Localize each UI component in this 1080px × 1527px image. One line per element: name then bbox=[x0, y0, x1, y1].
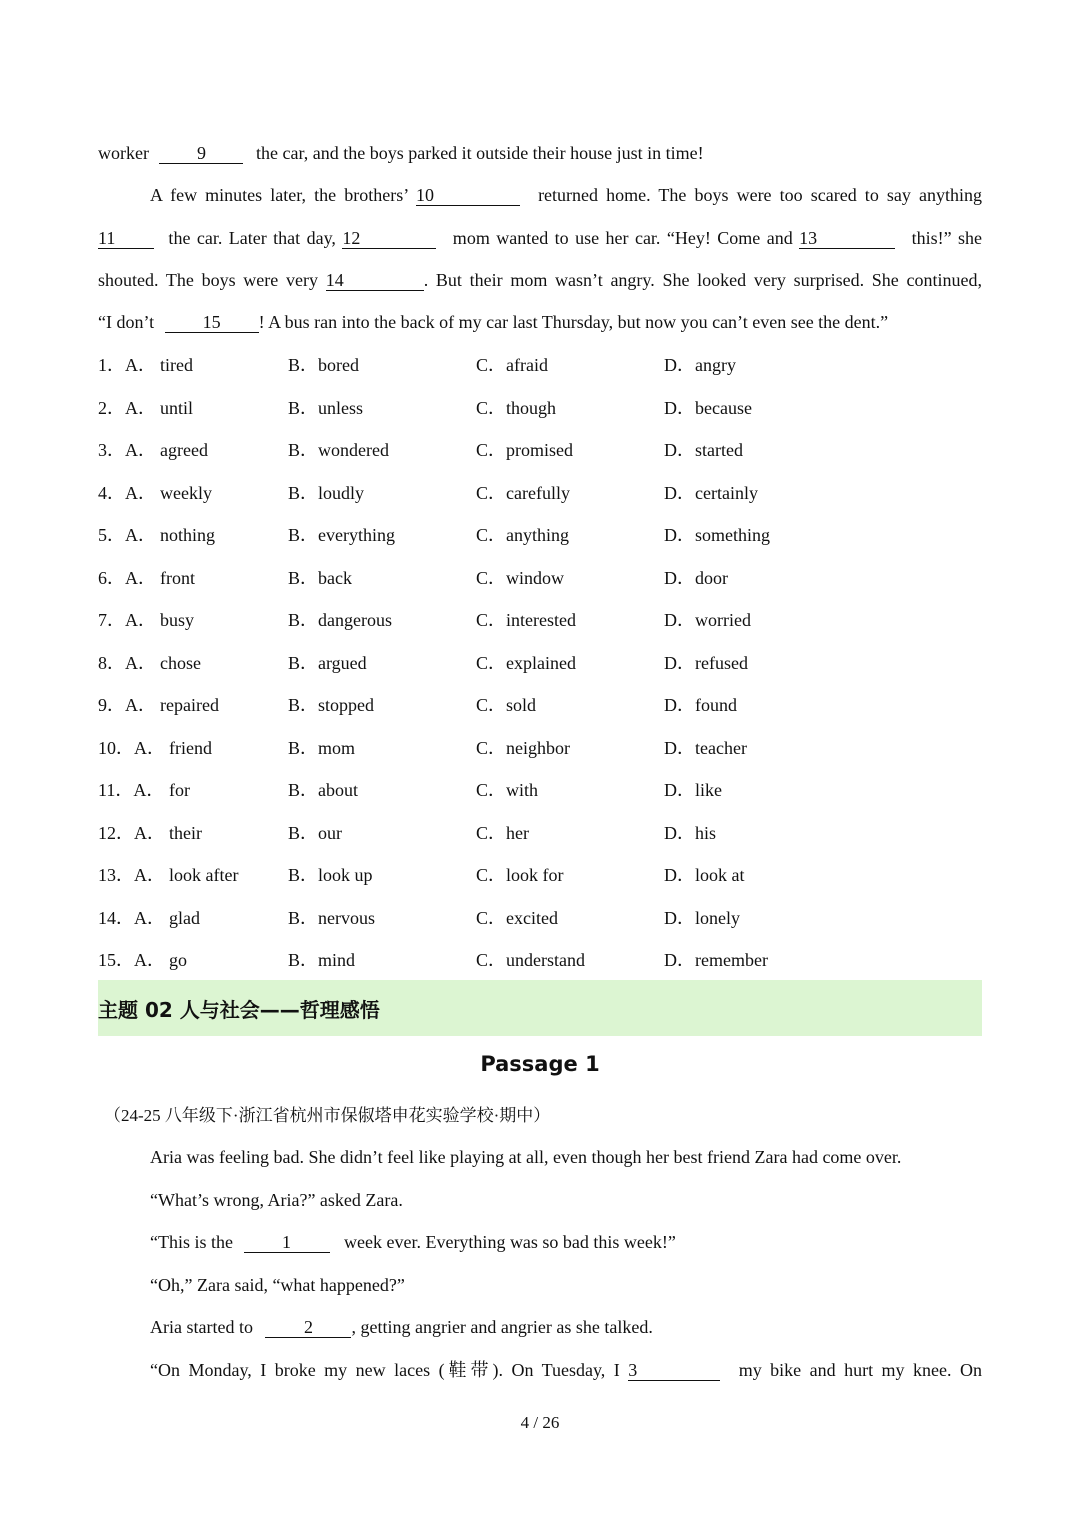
section-title: 主题 02 人与社会——哲理感悟 bbox=[98, 998, 380, 1022]
option-c[interactable]: C．explained bbox=[476, 653, 576, 673]
option-c[interactable]: C．sold bbox=[476, 695, 537, 715]
passage-text: worker bbox=[98, 143, 154, 163]
option-b[interactable]: B．argued bbox=[288, 653, 367, 673]
question-number: 11．A． bbox=[98, 780, 165, 800]
option-b[interactable]: B．mind bbox=[288, 950, 356, 970]
option-c[interactable]: C．afraid bbox=[476, 355, 548, 375]
option-b[interactable]: B．wondered bbox=[288, 440, 389, 460]
option-d[interactable]: D．found bbox=[664, 695, 737, 715]
question-number: 8．A． bbox=[98, 653, 156, 673]
option-row bbox=[98, 736, 898, 760]
option-b[interactable]: B．nervous bbox=[288, 908, 375, 928]
option-d[interactable]: D．lonely bbox=[664, 908, 740, 928]
passage-text: returned home. The boys were too scared to say anything bbox=[529, 185, 982, 205]
option-d[interactable]: D．angry bbox=[664, 355, 736, 375]
passage-text: . But their mom wasn’t angry. She looked very surprised. She continued, bbox=[423, 270, 982, 290]
passage-line bbox=[150, 183, 982, 207]
passage-text: “I don’t bbox=[98, 312, 159, 332]
option-a[interactable]: glad bbox=[169, 908, 200, 928]
option-a[interactable]: go bbox=[169, 950, 187, 970]
option-d[interactable]: D．something bbox=[664, 525, 770, 545]
question-number: 12．A． bbox=[98, 823, 165, 843]
option-a[interactable]: their bbox=[169, 823, 202, 843]
option-row bbox=[98, 778, 898, 802]
passage-text: A few minutes later, the brothers’ bbox=[150, 185, 416, 205]
option-a[interactable]: weekly bbox=[160, 483, 212, 503]
option-a[interactable]: until bbox=[160, 398, 194, 418]
option-c[interactable]: C．interested bbox=[476, 610, 576, 630]
option-row bbox=[98, 523, 898, 547]
question-number: 7．A． bbox=[98, 610, 156, 630]
option-c[interactable]: C．window bbox=[476, 568, 565, 588]
option-c[interactable]: C．look for bbox=[476, 865, 564, 885]
passage-text: “On Monday, I broke my new laces (鞋带). On Tuesday, I bbox=[150, 1360, 629, 1380]
source-note: （24-25 八年级下·浙江省杭州市保俶塔申花实验学校·期中） bbox=[104, 1106, 551, 1125]
question-number: 10．A． bbox=[98, 738, 165, 758]
answer-blank[interactable]: 15 bbox=[165, 312, 259, 333]
option-row bbox=[98, 481, 898, 505]
option-b[interactable]: B．everything bbox=[288, 525, 395, 545]
answer-blank[interactable]: 10 bbox=[416, 185, 520, 206]
answer-blank[interactable]: 2 bbox=[265, 1317, 351, 1338]
option-a[interactable]: look after bbox=[169, 865, 239, 885]
option-d[interactable]: D．his bbox=[664, 823, 717, 843]
option-d[interactable]: D．look at bbox=[664, 865, 745, 885]
passage-text: shouted. The boys were very bbox=[98, 270, 326, 290]
passage-text: “Oh,” Zara said, “what happened?” bbox=[150, 1275, 405, 1295]
passage-text: week ever. Everything was so bad this week!” bbox=[339, 1232, 676, 1252]
passage-title: Passage 1 bbox=[480, 1052, 600, 1076]
page-number: 4 / 26 bbox=[520, 1413, 560, 1432]
option-d[interactable]: D．refused bbox=[664, 653, 748, 673]
passage-line bbox=[150, 1358, 982, 1382]
question-number: 3．A． bbox=[98, 440, 156, 460]
passage-line bbox=[98, 310, 888, 334]
question-number: 15．A． bbox=[98, 950, 165, 970]
option-d[interactable]: D．like bbox=[664, 780, 722, 800]
option-a[interactable]: for bbox=[169, 780, 190, 800]
option-b[interactable]: B．mom bbox=[288, 738, 356, 758]
option-d[interactable]: D．teacher bbox=[664, 738, 747, 758]
option-b[interactable]: B．our bbox=[288, 823, 342, 843]
passage-text: Aria was feeling bad. She didn’t feel like playing at all, even though her best friend Zara had come over. bbox=[150, 1147, 902, 1167]
option-row bbox=[98, 438, 898, 462]
option-a[interactable]: friend bbox=[169, 738, 212, 758]
option-c[interactable]: C．with bbox=[476, 780, 539, 800]
section-header bbox=[98, 980, 982, 1036]
option-d[interactable]: D．certainly bbox=[664, 483, 758, 503]
question-number: 1．A． bbox=[98, 355, 156, 375]
option-row bbox=[98, 906, 898, 930]
answer-blank[interactable]: 14 bbox=[326, 270, 424, 291]
option-b[interactable]: B．look up bbox=[288, 865, 373, 885]
passage-text: the car. Later that day, bbox=[162, 228, 343, 248]
option-row bbox=[98, 948, 898, 972]
question-number: 13．A． bbox=[98, 865, 165, 885]
option-c[interactable]: C．though bbox=[476, 398, 557, 418]
passage-text: this!” she bbox=[905, 228, 982, 248]
passage-text: “What’s wrong, Aria?” asked Zara. bbox=[150, 1190, 403, 1210]
option-c[interactable]: C．promised bbox=[476, 440, 573, 460]
question-number: 2．A． bbox=[98, 398, 156, 418]
passage-line bbox=[150, 1315, 653, 1339]
question-number: 6．A． bbox=[98, 568, 156, 588]
passage-text: my bike and hurt my knee. On bbox=[730, 1360, 982, 1380]
option-a[interactable]: nothing bbox=[160, 525, 216, 545]
option-d[interactable]: D．remember bbox=[664, 950, 768, 970]
option-d[interactable]: D．worried bbox=[664, 610, 751, 630]
passage-line bbox=[98, 141, 704, 165]
answer-blank[interactable]: 12 bbox=[342, 228, 436, 249]
passage-line bbox=[150, 1230, 676, 1254]
option-row bbox=[98, 353, 898, 377]
passage-text: , getting angrier and angrier as she talked. bbox=[351, 1317, 653, 1337]
option-row bbox=[98, 821, 898, 845]
answer-blank[interactable]: 13 bbox=[799, 228, 895, 249]
option-d[interactable]: D．door bbox=[664, 568, 728, 588]
option-a[interactable]: agreed bbox=[160, 440, 208, 460]
option-c[interactable]: C．neighbor bbox=[476, 738, 570, 758]
option-row bbox=[98, 566, 898, 590]
passage-line bbox=[150, 1273, 405, 1297]
question-number: 5．A． bbox=[98, 525, 156, 545]
option-c[interactable]: C．understand bbox=[476, 950, 585, 970]
answer-blank[interactable]: 3 bbox=[628, 1360, 720, 1381]
passage-text: the car, and the boys parked it outside their house just in time! bbox=[255, 143, 704, 163]
option-row bbox=[98, 651, 898, 675]
option-c[interactable]: C．carefully bbox=[476, 483, 570, 503]
option-b[interactable]: B．stopped bbox=[288, 695, 375, 715]
option-a[interactable]: chose bbox=[160, 653, 201, 673]
passage-line bbox=[150, 1145, 901, 1169]
option-c[interactable]: C．anything bbox=[476, 525, 569, 545]
option-a[interactable]: repaired bbox=[160, 695, 219, 715]
option-b[interactable]: B．unless bbox=[288, 398, 364, 418]
question-number: 14．A． bbox=[98, 908, 165, 928]
option-b[interactable]: B．bored bbox=[288, 355, 359, 375]
question-number: 9．A． bbox=[98, 695, 156, 715]
passage-text: mom wanted to use her car. “Hey! Come and bbox=[446, 228, 800, 248]
option-row bbox=[98, 608, 898, 632]
option-c[interactable]: C．her bbox=[476, 823, 529, 843]
option-b[interactable]: B．about bbox=[288, 780, 358, 800]
option-row bbox=[98, 396, 898, 420]
option-c[interactable]: C．excited bbox=[476, 908, 558, 928]
passage-line bbox=[98, 268, 982, 292]
passage-text: ! A bus ran into the back of my car last Thursday, but now you can’t even see the dent.” bbox=[258, 312, 889, 332]
option-a[interactable]: busy bbox=[160, 610, 195, 630]
passage-line bbox=[98, 226, 982, 250]
passage-line bbox=[150, 1188, 403, 1212]
passage-text: “This is the bbox=[150, 1232, 238, 1252]
passage-text: Aria started to bbox=[150, 1317, 258, 1337]
answer-blank[interactable]: 1 bbox=[244, 1232, 330, 1253]
question-number: 4．A． bbox=[98, 483, 156, 503]
option-b[interactable]: B．back bbox=[288, 568, 352, 588]
option-d[interactable]: D．started bbox=[664, 440, 743, 460]
option-a[interactable]: tired bbox=[160, 355, 193, 375]
answer-blank[interactable]: 11 bbox=[98, 228, 154, 249]
option-row bbox=[98, 863, 898, 887]
option-b[interactable]: B．loudly bbox=[288, 483, 365, 503]
answer-blank[interactable]: 9 bbox=[159, 143, 243, 164]
option-row bbox=[98, 693, 898, 717]
option-a[interactable]: front bbox=[160, 568, 195, 588]
option-b[interactable]: B．dangerous bbox=[288, 610, 392, 630]
option-d[interactable]: D．because bbox=[664, 398, 752, 418]
